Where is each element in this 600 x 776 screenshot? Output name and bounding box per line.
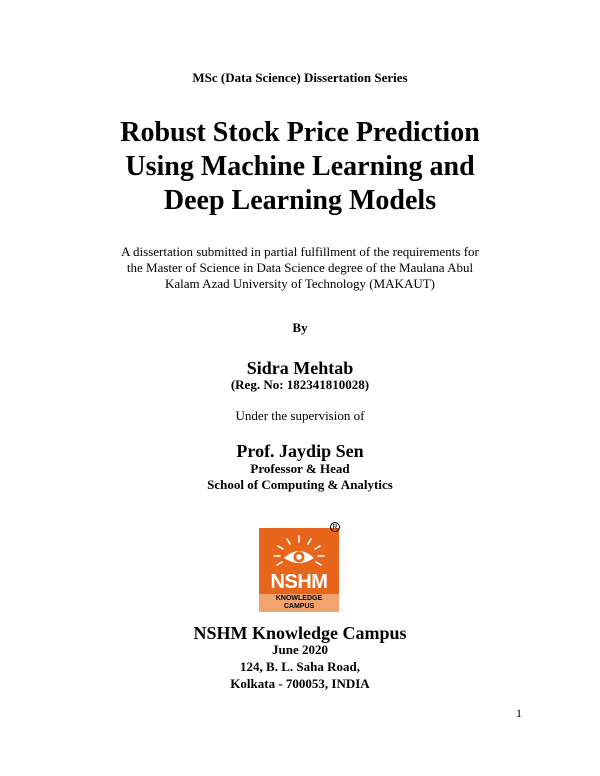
dissertation-description bbox=[0, 244, 600, 292]
logo-name: NSHM bbox=[270, 571, 328, 593]
title-line: Using Machine Learning and bbox=[125, 151, 475, 182]
institution-name: NSHM Knowledge Campus bbox=[193, 623, 407, 643]
description-line: Kalam Azad University of Technology (MAKAUT) bbox=[165, 276, 435, 291]
supervisor-school: School of Computing & Analytics bbox=[207, 477, 393, 492]
institution-address: 124, B. L. Saha Road, bbox=[240, 659, 360, 674]
author-name: Sidra Mehtab bbox=[246, 358, 354, 378]
institution-address: Kolkata - 700053, INDIA bbox=[230, 676, 370, 691]
logo-subtitle: KNOWLEDGE bbox=[275, 595, 323, 602]
logo-subtitle: CAMPUS bbox=[283, 603, 315, 610]
title-line: Robust Stock Price Prediction bbox=[120, 117, 480, 148]
by-label: By bbox=[292, 320, 308, 335]
dissertation-title bbox=[0, 116, 600, 218]
registered-mark-icon: R bbox=[330, 522, 340, 532]
submission-date: June 2020 bbox=[272, 642, 328, 657]
series-name: MSc (Data Science) Dissertation Series bbox=[192, 70, 408, 85]
description-line: A dissertation submitted in partial fulfillment of the requirements for bbox=[121, 244, 479, 259]
title-line: Deep Learning Models bbox=[163, 185, 437, 216]
registration-number: (Reg. No: 182341810028) bbox=[230, 377, 370, 392]
nshm-logo bbox=[259, 528, 339, 612]
supervisor-name: Prof. Jaydip Sen bbox=[236, 441, 364, 461]
description-line: the Master of Science in Data Science degree of the Maulana Abul bbox=[126, 260, 474, 275]
supervision-label: Under the supervision of bbox=[235, 408, 365, 423]
supervisor-role: Professor & Head bbox=[250, 461, 350, 476]
page-number: 1 bbox=[516, 706, 522, 720]
